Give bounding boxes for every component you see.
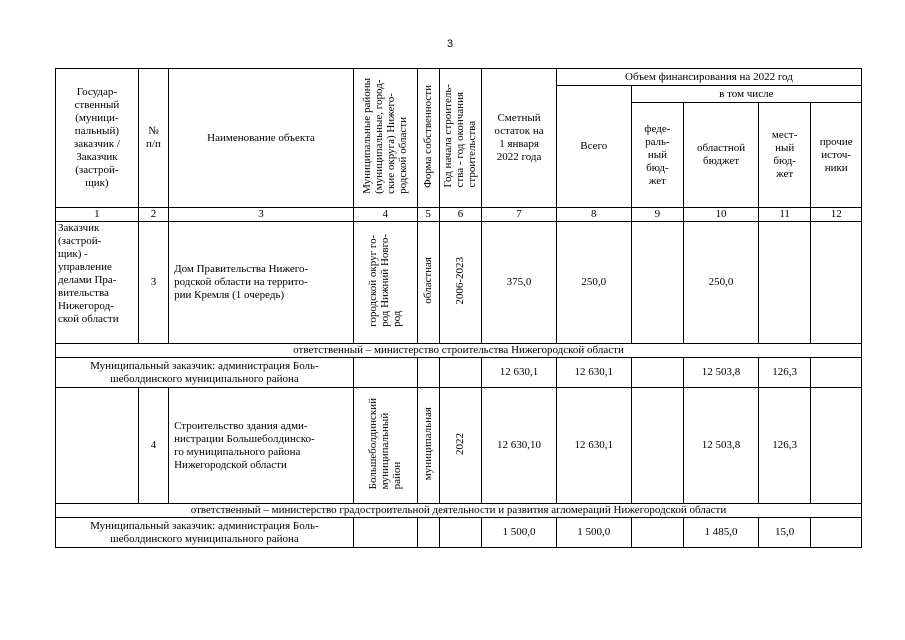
header-districts-cell xyxy=(353,69,417,208)
row2-total: 12 630,1 xyxy=(556,388,631,504)
row1-num: 3 xyxy=(138,222,168,344)
col-number: 2 xyxy=(138,208,168,222)
row2-name: Строительство здания адми- нистрации Большеболдинско- го муниципального района Нижегородской области xyxy=(169,388,354,504)
row2-estimate: 12 630,10 xyxy=(482,388,557,504)
responsible-row: ответственный – министерство строительства Нижегородской области xyxy=(56,344,862,358)
empty-cell xyxy=(439,358,481,388)
sub1-regional: 12 503,8 xyxy=(684,358,759,388)
header-years-cell xyxy=(439,69,481,208)
row1-federal xyxy=(631,222,684,344)
col-number: 5 xyxy=(417,208,439,222)
row2-customer xyxy=(56,388,139,504)
header-districts: Муниципальные районы (муниципальные, город- ские округа) Нижего- родской области xyxy=(361,78,410,194)
sub2-local: 15,0 xyxy=(758,518,811,548)
col-number: 6 xyxy=(439,208,481,222)
empty-cell xyxy=(417,518,439,548)
header-federal: феде- раль- ный бюд- жет xyxy=(631,103,684,208)
sub2-regional: 1 485,0 xyxy=(684,518,759,548)
header-estimate: Сметный остаток на 1 января 2022 года xyxy=(482,69,557,208)
table-row xyxy=(56,388,862,504)
header-other: прочие источ- ники xyxy=(811,103,862,208)
header-total: Всего xyxy=(556,86,631,208)
header-ownership-cell xyxy=(417,69,439,208)
row1-years: 2006-2023 xyxy=(454,256,467,305)
sub2-estimate: 1 500,0 xyxy=(482,518,557,548)
sub1-total: 12 630,1 xyxy=(556,358,631,388)
column-numbers-row xyxy=(56,208,862,222)
col-number: 8 xyxy=(556,208,631,222)
table-row xyxy=(56,518,862,548)
sub1-label: Муниципальный заказчик: администрация Боль- шеболдинского муниципального района xyxy=(56,358,354,388)
row2-district: Большеболдинский муниципальный район xyxy=(367,397,404,490)
row1-district-cell xyxy=(353,222,417,344)
row2-other xyxy=(811,388,862,504)
header-financing: Объем финансирования на 2022 год xyxy=(556,69,861,86)
header-customer: Государ- ственный (муници- пальный) заказчик / Заказчик (застрой- щик) xyxy=(56,69,139,208)
row2-local: 126,3 xyxy=(758,388,811,504)
sub2-other xyxy=(811,518,862,548)
page-number: 3 xyxy=(447,38,454,50)
row2-regional: 12 503,8 xyxy=(684,388,759,504)
header-regional: областной бюджет xyxy=(684,103,759,208)
header-object-name: Наименование объекта xyxy=(169,69,354,208)
row1-other xyxy=(811,222,862,344)
table-row xyxy=(56,222,862,344)
sub1-estimate: 12 630,1 xyxy=(482,358,557,388)
financing-table xyxy=(55,68,862,548)
row1-district: городской округ го- род Нижний Новго- род xyxy=(367,234,404,327)
row2-ownership-cell xyxy=(417,388,439,504)
col-number: 7 xyxy=(482,208,557,222)
sub2-federal xyxy=(631,518,684,548)
row1-customer: Заказчик (застрой- щик) - управление делами Пра- вительства Нижегород- ской области xyxy=(56,222,139,344)
sub2-total: 1 500,0 xyxy=(556,518,631,548)
sub1-other xyxy=(811,358,862,388)
row1-local xyxy=(758,222,811,344)
row1-total: 250,0 xyxy=(556,222,631,344)
row2-ownership: муниципальная xyxy=(422,406,435,481)
row1-estimate: 375,0 xyxy=(482,222,557,344)
header-including: в том числе xyxy=(631,86,861,103)
responsible-row: ответственный – министерство градостроительной деятельности и развития агломераций Нижегородской области xyxy=(56,504,862,518)
row2-federal xyxy=(631,388,684,504)
row2-num: 4 xyxy=(138,388,168,504)
header-num: № п/п xyxy=(138,69,168,208)
row1-regional: 250,0 xyxy=(684,222,759,344)
table-row xyxy=(56,358,862,388)
row1-ownership-cell xyxy=(417,222,439,344)
header-years: Год начала строитель- ства - год окончания строительства xyxy=(442,84,479,188)
col-number: 1 xyxy=(56,208,139,222)
empty-cell xyxy=(353,518,417,548)
empty-cell xyxy=(353,358,417,388)
sub1-federal xyxy=(631,358,684,388)
sub2-label: Муниципальный заказчик: администрация Боль- шеболдинского муниципального района xyxy=(56,518,354,548)
sub1-local: 126,3 xyxy=(758,358,811,388)
row2-district-cell xyxy=(353,388,417,504)
row1-ownership: областная xyxy=(422,257,435,304)
col-number: 10 xyxy=(684,208,759,222)
col-number: 3 xyxy=(169,208,354,222)
col-number: 9 xyxy=(631,208,684,222)
col-number: 4 xyxy=(353,208,417,222)
row2-years-cell xyxy=(439,388,481,504)
empty-cell xyxy=(439,518,481,548)
row1-name: Дом Правительства Нижего- родской области на террито- рии Кремля (1 очередь) xyxy=(169,222,354,344)
row2-years: 2022 xyxy=(454,432,467,455)
empty-cell xyxy=(417,358,439,388)
col-number: 12 xyxy=(811,208,862,222)
header-local: мест- ный бюд- жет xyxy=(758,103,811,208)
header-ownership: Форма собственности xyxy=(422,84,435,188)
col-number: 11 xyxy=(758,208,811,222)
row1-years-cell xyxy=(439,222,481,344)
